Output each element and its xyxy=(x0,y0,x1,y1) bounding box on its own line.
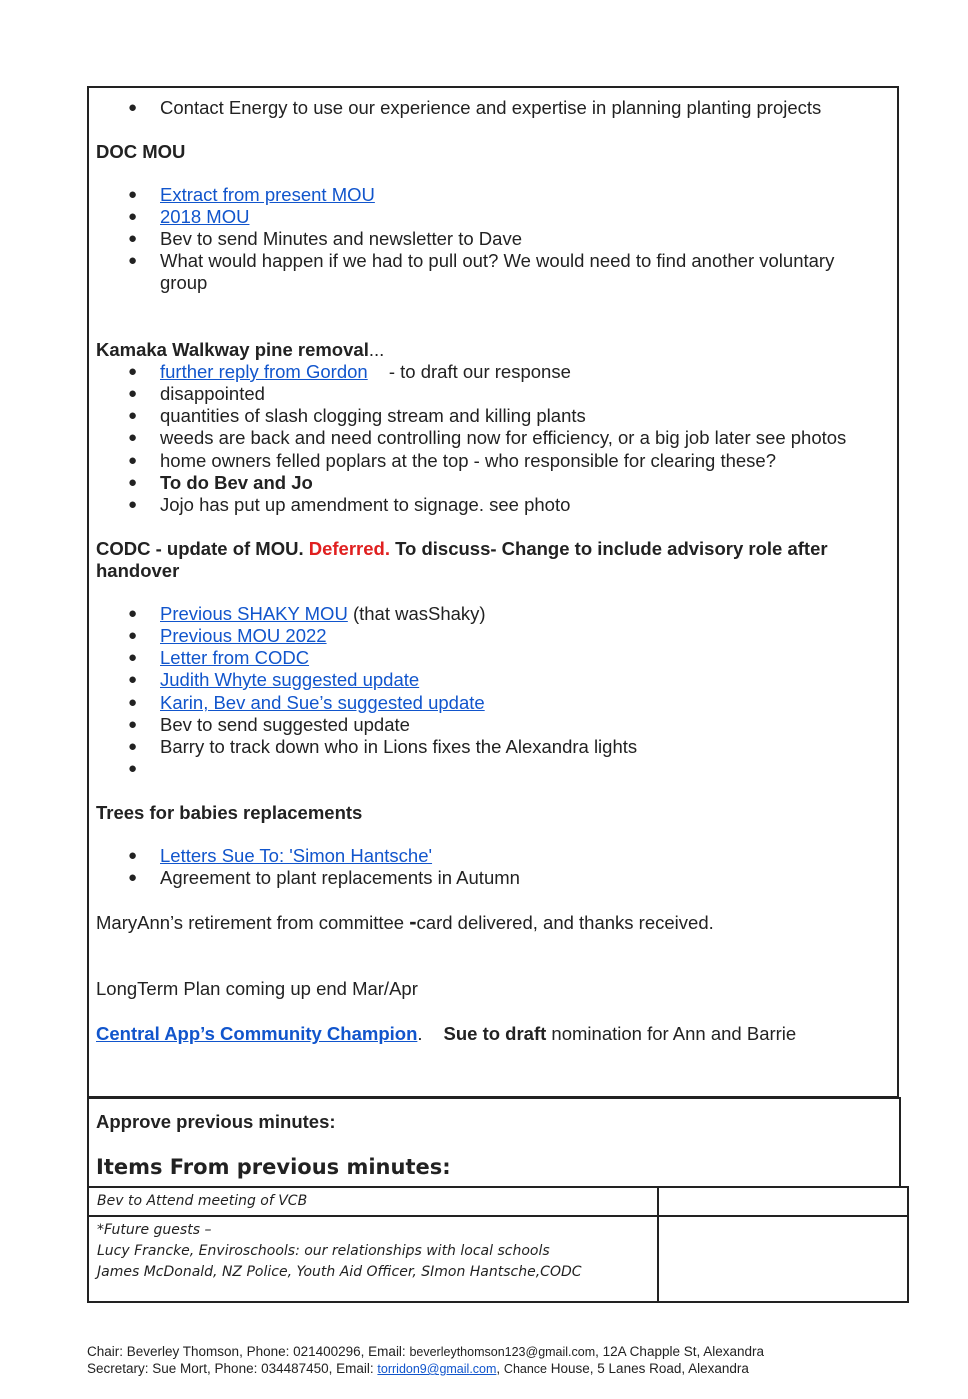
deferred-label: Deferred. xyxy=(308,538,390,559)
bullet: ● xyxy=(128,99,138,116)
bullet: ● xyxy=(128,496,138,513)
list-item: weeds are back and need controlling now for efficiency, or a big job later see photos xyxy=(160,427,847,448)
bullet: ● xyxy=(128,649,138,666)
list-item: Jojo has put up amendment to signage. see photo xyxy=(160,494,571,515)
list-item: Previous SHAKY MOU (that wasShaky) xyxy=(160,603,486,624)
list-item: To do Bev and Jo xyxy=(160,472,313,493)
table-cell: Bev to Attend meeting of VCB xyxy=(88,1187,658,1216)
chair-email: beverleythomson123@gmail.com xyxy=(409,1345,596,1359)
bullet: ● xyxy=(128,716,138,733)
bullet: ● xyxy=(128,627,138,644)
kamaka-heading: Kamaka Walkway pine removal... xyxy=(96,339,385,360)
bullet: ● xyxy=(128,252,138,269)
table-cell: *Future guests – Lucy Francke, Enviroschools: our relationships with local schools James McDonald, NZ Police, Youth Aid Officer, SImon Hantsche,CODC xyxy=(88,1216,658,1302)
letters-sue-link[interactable]: Letters Sue To: 'Simon Hantsche' xyxy=(160,845,433,866)
list-item: Barry to track down who in Lions fixes the Alexandra lights xyxy=(160,736,638,757)
list-item: Contact Energy to use our experience and expertise in planning planting projects xyxy=(160,97,822,118)
bullet: ● xyxy=(128,452,138,469)
footer-chair: Chair: Beverley Thomson, Phone: 021400296, Email: beverleythomson123@gmail.com, 12A Chapple St, Alexandra xyxy=(87,1344,765,1359)
longterm-note: LongTerm Plan coming up end Mar/Apr xyxy=(96,978,418,999)
mou-2018-link[interactable]: 2018 MOU xyxy=(160,206,250,227)
judith-update-link[interactable]: Judith Whyte suggested update xyxy=(160,669,420,690)
list-item: quantities of slash clogging stream and killing plants xyxy=(160,405,586,426)
footer-secretary: Secretary: Sue Mort, Phone: 034487450, Email: torridon9@gmail.com, Chance House, 5 Lanes Road, Alexandra xyxy=(87,1361,749,1376)
items-table xyxy=(87,1186,909,1303)
trees-heading: Trees for babies replacements xyxy=(96,802,363,823)
list-item: further reply from Gordon - to draft our response xyxy=(160,361,571,382)
bullet: ● xyxy=(128,694,138,711)
bullet: ● xyxy=(128,363,138,380)
codc-letter-link[interactable]: Letter from CODC xyxy=(160,647,310,668)
champion-note: Central App’s Community Champion. Sue to draft nomination for Ann and Barrie xyxy=(96,1023,797,1044)
codc-heading-continuation: handover xyxy=(96,560,180,581)
shaky-mou-link[interactable]: Previous SHAKY MOU xyxy=(160,603,348,624)
bullet: ● xyxy=(128,429,138,446)
bullet: ● xyxy=(128,474,138,491)
table-row xyxy=(88,1187,908,1216)
approve-label: Approve previous minutes: xyxy=(96,1111,336,1132)
bullet: ● xyxy=(128,186,138,203)
bullet: ● xyxy=(128,407,138,424)
doc-mou-heading: DOC MOU xyxy=(96,141,186,162)
further-reply-link[interactable]: further reply from Gordon xyxy=(160,361,368,382)
items-previous-title: Items From previous minutes: xyxy=(96,1155,451,1179)
bullet: ● xyxy=(128,760,138,777)
bullet: ● xyxy=(128,869,138,886)
list-item: disappointed xyxy=(160,383,265,404)
bullet: ● xyxy=(128,847,138,864)
list-item: What would happen if we had to pull out? We would need to find another voluntary xyxy=(160,250,835,271)
bullet: ● xyxy=(128,230,138,247)
codc-heading: CODC - update of MOU. Deferred. To discuss- Change to include advisory role after xyxy=(96,538,828,559)
table-cell xyxy=(658,1187,908,1216)
list-item-continuation: group xyxy=(160,272,208,293)
karin-update-link[interactable]: Karin, Bev and Sue’s suggested update xyxy=(160,692,485,713)
list-item: Agreement to plant replacements in Autumn xyxy=(160,867,520,888)
bullet: ● xyxy=(128,605,138,622)
bullet: ● xyxy=(128,208,138,225)
mou-2022-link[interactable]: Previous MOU 2022 xyxy=(160,625,327,646)
list-item: home owners felled poplars at the top - who responsible for clearing these? xyxy=(160,450,776,471)
community-champion-link[interactable]: Central App’s Community Champion xyxy=(96,1023,418,1044)
table-row xyxy=(88,1216,908,1302)
list-item: Bev to send Minutes and newsletter to Dave xyxy=(160,228,522,249)
list-item: Bev to send suggested update xyxy=(160,714,410,735)
table-cell xyxy=(658,1216,908,1302)
extract-mou-link[interactable]: Extract from present MOU xyxy=(160,184,375,205)
secretary-email-link[interactable]: torridon9@gmail.com xyxy=(377,1362,497,1376)
bullet: ● xyxy=(128,738,138,755)
bullet: ● xyxy=(128,385,138,402)
bullet: ● xyxy=(128,671,138,688)
maryann-note: MaryAnn’s retirement from committee -card delivered, and thanks received. xyxy=(96,909,714,934)
